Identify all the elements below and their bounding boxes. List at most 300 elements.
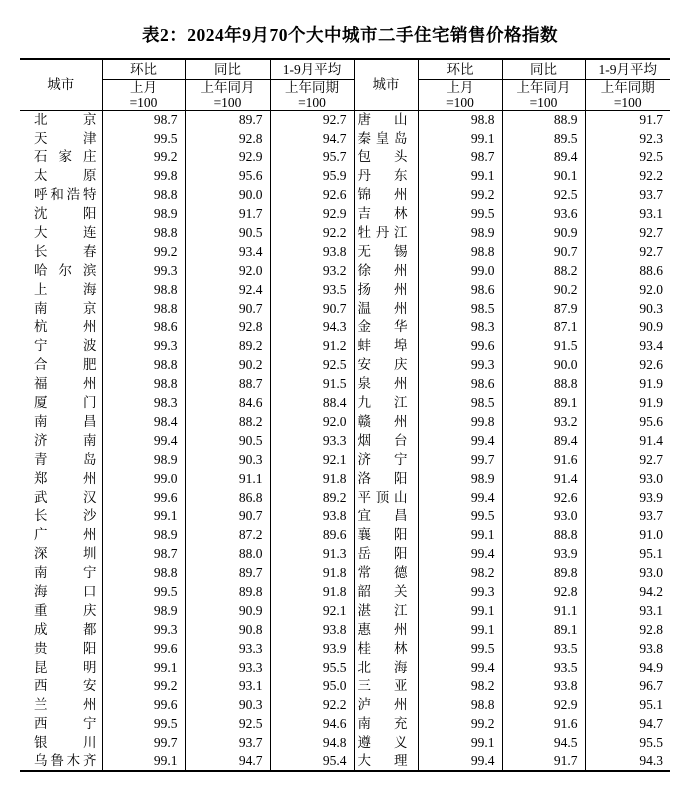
city-name-cell: 武 汉 — [20, 488, 102, 507]
index-value-cell: 93.4 — [185, 242, 270, 261]
index-value-cell: 91.4 — [502, 469, 585, 488]
index-value-cell: 89.4 — [502, 431, 585, 450]
index-value-cell: 99.2 — [418, 715, 502, 734]
table-row — [20, 261, 670, 280]
table-row — [20, 752, 670, 771]
index-value-cell: 89.8 — [185, 582, 270, 601]
index-value-cell: 89.4 — [502, 148, 585, 167]
index-value-cell: 98.7 — [102, 544, 185, 563]
city-name-cell: 岳 阳 — [354, 544, 418, 563]
index-value-cell: 89.1 — [502, 393, 585, 412]
city-name-cell: 大 连 — [20, 223, 102, 242]
index-value-cell: 89.8 — [502, 563, 585, 582]
index-value-cell: 92.4 — [185, 280, 270, 299]
index-value-cell: 92.0 — [185, 261, 270, 280]
index-value-cell: 99.6 — [102, 639, 185, 658]
city-name-cell: 湛 江 — [354, 601, 418, 620]
index-value-cell: 89.7 — [185, 563, 270, 582]
city-name-cell: 银 川 — [20, 733, 102, 752]
index-value-cell: 99.0 — [102, 469, 185, 488]
index-value-cell: 91.9 — [639, 376, 663, 392]
table-row — [20, 658, 670, 677]
city-name-cell: 南 宁 — [20, 563, 102, 582]
index-value-cell: 93.3 — [270, 431, 354, 450]
index-value-cell: 98.6 — [102, 318, 185, 337]
index-value-cell: 92.7 — [639, 243, 663, 259]
index-value-cell: 92.2 — [270, 696, 354, 715]
table-row — [20, 544, 670, 563]
index-value-cell: 93.8 — [270, 507, 354, 526]
table-title: 表2：2024年9月70个大中城市二手住宅销售价格指数 — [142, 25, 558, 45]
index-value-cell: 99.7 — [102, 733, 185, 752]
index-value-cell: 91.9 — [639, 395, 663, 411]
index-value-cell: 92.8 — [502, 582, 585, 601]
city-name-cell: 秦 皇 岛 — [354, 129, 418, 148]
index-value-cell: 98.6 — [418, 374, 502, 393]
index-value-cell: 99.4 — [418, 544, 502, 563]
index-value-cell: 99.5 — [418, 639, 502, 658]
index-value-cell: 93.5 — [502, 639, 585, 658]
city-name-cell: 南 京 — [20, 299, 102, 318]
city-name-cell: 南 充 — [354, 715, 418, 734]
index-value-cell: 93.2 — [270, 261, 354, 280]
index-value-cell: 88.2 — [502, 261, 585, 280]
city-name-cell: 韶 关 — [354, 582, 418, 601]
index-value-cell: 92.0 — [270, 412, 354, 431]
index-value-cell: 91.5 — [502, 337, 585, 356]
index-value-cell: 92.7 — [639, 225, 663, 241]
index-value-cell: 99.6 — [102, 696, 185, 715]
index-value-cell: 92.6 — [502, 488, 585, 507]
index-value-cell: 94.2 — [639, 583, 663, 599]
index-value-cell: 90.9 — [502, 223, 585, 242]
index-value-cell: 99.5 — [102, 715, 185, 734]
index-value-cell: 98.3 — [102, 393, 185, 412]
index-value-cell: 94.9 — [639, 659, 663, 675]
table-row — [20, 715, 670, 734]
index-value-cell: 92.8 — [185, 318, 270, 337]
index-value-cell: 99.2 — [102, 677, 185, 696]
index-value-cell: 98.7 — [418, 148, 502, 167]
index-value-cell: 95.1 — [639, 697, 663, 713]
index-value-cell: 91.1 — [502, 601, 585, 620]
subheader-yoy-right: 上年同月 =100 — [502, 79, 585, 110]
index-value-cell: 98.8 — [418, 242, 502, 261]
city-name-cell: 泉 州 — [354, 374, 418, 393]
index-value-cell: 90.2 — [502, 280, 585, 299]
index-value-cell: 93.0 — [639, 470, 663, 486]
header-avg-left: 1-9月平均 — [270, 59, 354, 79]
table-row — [20, 563, 670, 582]
index-value-cell: 91.7 — [502, 752, 585, 771]
index-value-cell: 99.5 — [102, 582, 185, 601]
city-name-cell: 唐 山 — [354, 110, 418, 129]
city-name-cell: 兰 州 — [20, 696, 102, 715]
city-name-cell: 海 口 — [20, 582, 102, 601]
city-name-cell: 赣 州 — [354, 412, 418, 431]
city-name-cell: 安 庆 — [354, 356, 418, 375]
index-value-cell: 93.3 — [185, 639, 270, 658]
table-row — [20, 280, 670, 299]
header-avg-right: 1-9月平均 — [585, 59, 670, 79]
index-value-cell: 93.7 — [639, 187, 663, 203]
index-value-cell: 98.9 — [102, 204, 185, 223]
table-row — [20, 450, 670, 469]
index-value-cell: 90.8 — [185, 620, 270, 639]
table-row — [20, 526, 670, 545]
table-row — [20, 204, 670, 223]
index-value-cell: 90.9 — [639, 319, 663, 335]
city-name-cell: 成 都 — [20, 620, 102, 639]
header-mom-right: 环比 — [418, 59, 502, 79]
index-value-cell: 91.4 — [639, 432, 663, 448]
index-value-cell: 89.2 — [270, 488, 354, 507]
index-value-cell: 90.5 — [185, 431, 270, 450]
index-value-cell: 92.0 — [639, 281, 663, 297]
index-value-cell: 98.6 — [418, 280, 502, 299]
header-yoy-left: 同比 — [185, 59, 270, 79]
index-value-cell: 99.4 — [418, 658, 502, 677]
city-name-cell: 洛 阳 — [354, 469, 418, 488]
index-value-cell: 99.2 — [102, 148, 185, 167]
index-value-cell: 96.7 — [639, 678, 663, 694]
index-value-cell: 93.3 — [185, 658, 270, 677]
city-name-cell: 襄 阳 — [354, 526, 418, 545]
table-row — [20, 393, 670, 412]
city-name-cell: 上 海 — [20, 280, 102, 299]
city-name-cell: 北 海 — [354, 658, 418, 677]
index-value-cell: 91.0 — [639, 527, 663, 543]
index-value-cell: 99.1 — [418, 167, 502, 186]
index-value-cell: 88.0 — [185, 544, 270, 563]
index-value-cell: 89.7 — [185, 110, 270, 129]
table-row — [20, 186, 670, 205]
index-value-cell: 90.1 — [502, 167, 585, 186]
city-name-cell: 长 沙 — [20, 507, 102, 526]
city-name-cell: 济 宁 — [354, 450, 418, 469]
index-value-cell: 94.5 — [502, 733, 585, 752]
index-value-cell: 95.5 — [270, 658, 354, 677]
city-name-cell: 太 原 — [20, 167, 102, 186]
index-value-cell: 91.7 — [639, 111, 663, 127]
table-body — [20, 110, 670, 771]
index-value-cell: 94.7 — [270, 129, 354, 148]
city-name-cell: 福 州 — [20, 374, 102, 393]
index-value-cell: 90.3 — [639, 300, 663, 316]
table-row — [20, 601, 670, 620]
city-name-cell: 金 华 — [354, 318, 418, 337]
index-value-cell: 92.8 — [639, 621, 663, 637]
index-value-cell: 90.0 — [185, 186, 270, 205]
index-value-cell: 99.6 — [102, 488, 185, 507]
index-value-cell: 93.8 — [639, 640, 663, 656]
city-name-cell: 厦 门 — [20, 393, 102, 412]
index-value-cell: 93.2 — [502, 412, 585, 431]
index-value-cell: 99.4 — [418, 488, 502, 507]
index-value-cell: 94.7 — [185, 752, 270, 771]
index-value-cell: 95.6 — [185, 167, 270, 186]
index-value-cell: 90.7 — [185, 299, 270, 318]
city-name-cell: 常 德 — [354, 563, 418, 582]
index-value-cell: 91.2 — [270, 337, 354, 356]
table-row — [20, 733, 670, 752]
city-name-cell: 深 圳 — [20, 544, 102, 563]
index-value-cell: 93.9 — [639, 489, 663, 505]
index-value-cell: 93.8 — [270, 242, 354, 261]
table-row — [20, 129, 670, 148]
index-value-cell: 91.6 — [502, 715, 585, 734]
table-row — [20, 696, 670, 715]
city-name-cell: 青 岛 — [20, 450, 102, 469]
index-value-cell: 91.8 — [270, 469, 354, 488]
index-value-cell: 93.4 — [639, 338, 663, 354]
index-value-cell: 99.5 — [418, 204, 502, 223]
index-value-cell: 93.9 — [502, 544, 585, 563]
subheader-mom-right: 上月 =100 — [418, 79, 502, 110]
index-value-cell: 99.1 — [418, 526, 502, 545]
index-value-cell: 94.3 — [639, 753, 663, 769]
city-name-cell: 杭 州 — [20, 318, 102, 337]
table-row — [20, 148, 670, 167]
index-value-cell: 98.2 — [418, 563, 502, 582]
city-name-cell: 南 昌 — [20, 412, 102, 431]
table-row — [20, 469, 670, 488]
index-value-cell: 99.2 — [102, 242, 185, 261]
index-value-cell: 90.7 — [502, 242, 585, 261]
city-name-cell: 天 津 — [20, 129, 102, 148]
city-name-cell: 遵 义 — [354, 733, 418, 752]
index-value-cell: 99.7 — [418, 450, 502, 469]
index-value-cell: 88.7 — [185, 374, 270, 393]
index-value-cell: 93.8 — [502, 677, 585, 696]
table-row — [20, 223, 670, 242]
index-value-cell: 99.3 — [102, 337, 185, 356]
index-value-cell: 98.8 — [102, 374, 185, 393]
index-value-cell: 91.3 — [270, 544, 354, 563]
index-value-cell: 99.5 — [102, 129, 185, 148]
index-value-cell: 92.9 — [502, 696, 585, 715]
index-value-cell: 92.6 — [639, 357, 663, 373]
table-row — [20, 299, 670, 318]
index-value-cell: 99.4 — [418, 752, 502, 771]
index-value-cell: 92.3 — [639, 130, 663, 146]
index-value-cell: 99.1 — [418, 601, 502, 620]
city-name-cell: 宁 波 — [20, 337, 102, 356]
index-value-cell: 90.3 — [185, 696, 270, 715]
subheader-avg-right: 上年同期 =100 — [585, 79, 670, 110]
index-value-cell: 98.8 — [102, 299, 185, 318]
index-value-cell: 98.4 — [102, 412, 185, 431]
index-value-cell: 99.1 — [102, 752, 185, 771]
index-value-cell: 93.5 — [270, 280, 354, 299]
index-value-cell: 98.5 — [418, 299, 502, 318]
index-value-cell: 99.1 — [418, 733, 502, 752]
index-value-cell: 95.5 — [639, 735, 663, 751]
index-value-cell: 99.1 — [102, 658, 185, 677]
index-value-cell: 98.9 — [418, 469, 502, 488]
index-value-cell: 99.1 — [418, 129, 502, 148]
index-value-cell: 99.0 — [418, 261, 502, 280]
subheader-avg-left: 上年同期 =100 — [270, 79, 354, 110]
table-row — [20, 318, 670, 337]
index-value-cell: 99.1 — [102, 507, 185, 526]
index-value-cell: 94.3 — [270, 318, 354, 337]
index-value-cell: 93.7 — [639, 508, 663, 524]
city-name-cell: 平 顶 山 — [354, 488, 418, 507]
index-value-cell: 92.8 — [185, 129, 270, 148]
city-name-cell: 丹 东 — [354, 167, 418, 186]
index-value-cell: 90.3 — [185, 450, 270, 469]
city-name-cell: 石 家 庄 — [20, 148, 102, 167]
index-value-cell: 93.0 — [639, 565, 663, 581]
table-row — [20, 507, 670, 526]
city-name-cell: 锦 州 — [354, 186, 418, 205]
header-city-right: 城市 — [354, 59, 418, 110]
index-value-cell: 93.6 — [502, 204, 585, 223]
index-value-cell: 99.2 — [418, 186, 502, 205]
index-value-cell: 89.2 — [185, 337, 270, 356]
index-value-cell: 95.0 — [270, 677, 354, 696]
index-value-cell: 94.6 — [270, 715, 354, 734]
index-value-cell: 91.5 — [270, 374, 354, 393]
index-value-cell: 94.8 — [270, 733, 354, 752]
index-value-cell: 92.5 — [639, 149, 663, 165]
index-value-cell: 98.8 — [102, 280, 185, 299]
city-name-cell: 西 宁 — [20, 715, 102, 734]
index-value-cell: 91.7 — [185, 204, 270, 223]
index-value-cell: 99.3 — [418, 582, 502, 601]
index-value-cell: 98.9 — [418, 223, 502, 242]
city-name-cell: 三 亚 — [354, 677, 418, 696]
index-value-cell: 99.1 — [418, 620, 502, 639]
index-value-cell: 95.7 — [270, 148, 354, 167]
city-name-cell: 无 锡 — [354, 242, 418, 261]
city-name-cell: 重 庆 — [20, 601, 102, 620]
table-row — [20, 488, 670, 507]
index-value-cell: 88.6 — [639, 262, 663, 278]
header-mom-left: 环比 — [102, 59, 185, 79]
index-value-cell: 87.1 — [502, 318, 585, 337]
index-value-cell: 93.1 — [185, 677, 270, 696]
index-value-cell: 86.8 — [185, 488, 270, 507]
index-value-cell: 99.8 — [418, 412, 502, 431]
index-value-cell: 98.8 — [102, 223, 185, 242]
table-row — [20, 582, 670, 601]
index-value-cell: 95.1 — [639, 546, 663, 562]
index-value-cell: 93.1 — [639, 602, 663, 618]
index-value-cell: 87.2 — [185, 526, 270, 545]
city-name-cell: 桂 林 — [354, 639, 418, 658]
city-name-cell: 惠 州 — [354, 620, 418, 639]
index-value-cell: 99.4 — [102, 431, 185, 450]
city-name-cell: 乌 鲁 木 齐 — [20, 752, 102, 771]
table-row — [20, 337, 670, 356]
city-name-cell: 昆 明 — [20, 658, 102, 677]
city-name-cell: 北 京 — [20, 110, 102, 129]
city-name-cell: 徐 州 — [354, 261, 418, 280]
city-name-cell: 哈 尔 滨 — [20, 261, 102, 280]
index-value-cell: 90.9 — [185, 601, 270, 620]
price-index-table — [20, 58, 670, 772]
index-value-cell: 84.6 — [185, 393, 270, 412]
index-value-cell: 98.8 — [102, 563, 185, 582]
table-row — [20, 167, 670, 186]
city-name-cell: 九 江 — [354, 393, 418, 412]
table-row — [20, 356, 670, 375]
index-value-cell: 87.9 — [502, 299, 585, 318]
city-name-cell: 吉 林 — [354, 204, 418, 223]
index-value-cell: 98.8 — [102, 356, 185, 375]
city-name-cell: 蚌 埠 — [354, 337, 418, 356]
city-name-cell: 泸 州 — [354, 696, 418, 715]
index-value-cell: 98.9 — [102, 601, 185, 620]
index-value-cell: 99.3 — [102, 620, 185, 639]
index-value-cell: 92.9 — [270, 204, 354, 223]
index-value-cell: 88.8 — [502, 526, 585, 545]
index-value-cell: 93.8 — [270, 620, 354, 639]
index-value-cell: 93.7 — [185, 733, 270, 752]
index-value-cell: 99.6 — [418, 337, 502, 356]
index-value-cell: 92.6 — [270, 186, 354, 205]
table-row — [20, 242, 670, 261]
index-value-cell: 88.2 — [185, 412, 270, 431]
city-name-cell: 贵 阳 — [20, 639, 102, 658]
index-value-cell: 93.5 — [502, 658, 585, 677]
index-value-cell: 99.4 — [418, 431, 502, 450]
city-name-cell: 合 肥 — [20, 356, 102, 375]
index-value-cell: 92.2 — [270, 223, 354, 242]
index-value-cell: 92.5 — [270, 356, 354, 375]
index-value-cell: 88.9 — [502, 110, 585, 129]
index-value-cell: 98.8 — [418, 696, 502, 715]
index-value-cell: 94.7 — [639, 716, 663, 732]
index-value-cell: 92.1 — [270, 601, 354, 620]
index-value-cell: 99.8 — [102, 167, 185, 186]
index-value-cell: 91.6 — [502, 450, 585, 469]
index-value-cell: 91.8 — [270, 582, 354, 601]
index-value-cell: 99.3 — [418, 356, 502, 375]
index-value-cell: 98.8 — [418, 110, 502, 129]
index-value-cell: 88.4 — [270, 393, 354, 412]
index-value-cell: 98.9 — [102, 450, 185, 469]
table-row — [20, 431, 670, 450]
city-name-cell: 呼 和 浩 特 — [20, 186, 102, 205]
subheader-yoy-left: 上年同月 =100 — [185, 79, 270, 110]
table-row — [20, 677, 670, 696]
city-name-cell: 牡 丹 江 — [354, 223, 418, 242]
index-value-cell: 92.5 — [502, 186, 585, 205]
index-value-cell: 90.7 — [185, 507, 270, 526]
table-row — [20, 639, 670, 658]
index-value-cell: 92.5 — [185, 715, 270, 734]
index-value-cell: 95.9 — [270, 167, 354, 186]
index-value-cell: 93.1 — [639, 206, 663, 222]
index-value-cell: 93.9 — [270, 639, 354, 658]
header-yoy-right: 同比 — [502, 59, 585, 79]
index-value-cell: 90.5 — [185, 223, 270, 242]
index-value-cell: 92.7 — [270, 110, 354, 129]
index-value-cell: 89.1 — [502, 620, 585, 639]
index-value-cell: 89.5 — [502, 129, 585, 148]
header-city-left: 城市 — [20, 59, 102, 110]
table-header — [20, 59, 670, 110]
city-name-cell: 郑 州 — [20, 469, 102, 488]
index-value-cell: 90.2 — [185, 356, 270, 375]
index-value-cell: 92.7 — [639, 451, 663, 467]
city-name-cell: 烟 台 — [354, 431, 418, 450]
subheader-mom-left: 上月 =100 — [102, 79, 185, 110]
index-value-cell: 98.9 — [102, 526, 185, 545]
